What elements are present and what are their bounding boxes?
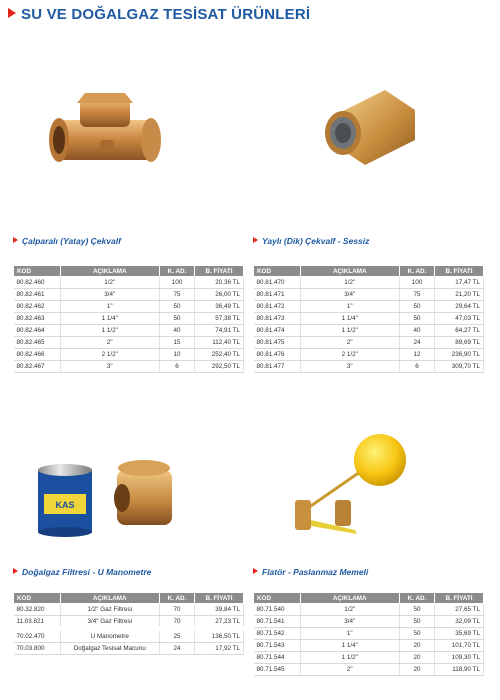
- table-cell-price: 236,90 TL: [435, 349, 484, 361]
- table-cell-qty: 50: [400, 604, 435, 616]
- table-cell-code: 80.82.460: [14, 277, 61, 289]
- table-row: [14, 604, 244, 616]
- table-cell-price: 252,40 TL: [195, 349, 244, 361]
- table-cell-qty: 70: [160, 604, 195, 616]
- table-cell-code: 80.81.472: [254, 301, 301, 313]
- table-cell-price: 39,84 TL: [195, 604, 244, 616]
- table-cell-desc: 1 1/2": [300, 652, 400, 664]
- table-cell-price: 35,69 TL: [435, 628, 484, 640]
- table-cell-price: 112,40 TL: [195, 337, 244, 349]
- section-title-text: Flatör - Paslanmaz Memeli: [262, 567, 369, 577]
- price-table: [253, 265, 484, 373]
- column-header: K. AD.: [400, 593, 435, 604]
- section-arrow-icon: [13, 568, 18, 574]
- section-title: [13, 236, 121, 246]
- table-cell-desc: 1/2": [300, 604, 400, 616]
- table-cell-desc: 1 1/2": [300, 325, 400, 337]
- table-row: [254, 313, 484, 325]
- table-row: [254, 604, 484, 616]
- table-cell-code: 70.02.470: [14, 629, 61, 643]
- table-cell-desc: 1/2": [60, 277, 160, 289]
- section-title: [253, 236, 369, 246]
- table-cell-price: 17,47 TL: [435, 277, 484, 289]
- table-cell-code: 80.71.544: [254, 652, 301, 664]
- table-cell-price: 26,00 TL: [195, 289, 244, 301]
- table-cell-code: 80.82.463: [14, 313, 61, 325]
- table-cell-code: 80.81.475: [254, 337, 301, 349]
- price-table: [253, 592, 484, 676]
- table-cell-desc: 2 1/2": [60, 349, 160, 361]
- table-cell-code: 80.71.542: [254, 628, 301, 640]
- table-cell-price: 27,65 TL: [435, 604, 484, 616]
- table-cell-code: 80.71.540: [254, 604, 301, 616]
- table-cell-desc: 2": [300, 337, 400, 349]
- column-header: AÇIKLAMA: [300, 593, 400, 604]
- table-cell-qty: 50: [400, 628, 435, 640]
- table-cell-code: 80.82.462: [14, 301, 61, 313]
- table-row: [14, 313, 244, 325]
- table-header: [254, 266, 484, 277]
- section-arrow-icon: [253, 237, 258, 243]
- table-cell-code: 80.82.464: [14, 325, 61, 337]
- table-header: [14, 593, 244, 604]
- table-cell-price: 17,92 TL: [195, 643, 244, 655]
- table-row: [254, 361, 484, 373]
- table-cell-desc: 3": [300, 361, 400, 373]
- table-cell-qty: 75: [400, 289, 435, 301]
- table-cell-qty: 20: [400, 640, 435, 652]
- table-cell-qty: 20: [400, 652, 435, 664]
- table-cell-code: 70.03.800: [14, 643, 61, 655]
- column-header: KOD: [254, 266, 301, 277]
- table-row: [14, 629, 244, 643]
- title-arrow-icon: [8, 8, 16, 18]
- section-arrow-icon: [253, 568, 258, 574]
- price-table: [13, 592, 244, 655]
- table-cell-qty: 24: [160, 643, 195, 655]
- column-header: K. AD.: [160, 266, 195, 277]
- table-cell-price: 118,90 TL: [435, 664, 484, 676]
- column-header: AÇIKLAMA: [300, 266, 400, 277]
- table-row: [14, 337, 244, 349]
- table-row: [254, 628, 484, 640]
- table-cell-qty: 6: [400, 361, 435, 373]
- table-cell-price: 32,09 TL: [435, 616, 484, 628]
- section-title-text: Doğalgaz Filtresi - U Manometre: [22, 567, 152, 577]
- page-title: [8, 6, 310, 23]
- table-cell-desc: 1/2": [300, 277, 400, 289]
- table-cell-desc: 1 1/4": [60, 313, 160, 325]
- svg-text:KAS: KAS: [55, 500, 75, 510]
- table-cell-qty: 50: [160, 313, 195, 325]
- table-cell-desc: 1": [300, 301, 400, 313]
- table-row: [254, 301, 484, 313]
- table-row: [14, 289, 244, 301]
- table-cell-price: 89,69 TL: [435, 337, 484, 349]
- table-cell-price: 47,03 TL: [435, 313, 484, 325]
- table-cell-desc: 2 1/2": [300, 349, 400, 361]
- table-row: [14, 616, 244, 630]
- table-cell-price: 109,30 TL: [435, 652, 484, 664]
- table-cell-qty: 20: [400, 664, 435, 676]
- column-header: AÇIKLAMA: [60, 266, 160, 277]
- table-cell-code: 80.32.820: [14, 604, 61, 616]
- table-row: [254, 640, 484, 652]
- table-cell-code: 11.03.821: [14, 616, 61, 630]
- table-row: [14, 277, 244, 289]
- table-cell-qty: 12: [400, 349, 435, 361]
- table-cell-code: 80.81.471: [254, 289, 301, 301]
- table-row: [14, 361, 244, 373]
- table-cell-code: 80.71.541: [254, 616, 301, 628]
- table-cell-desc: 1 1/4": [300, 313, 400, 325]
- table-cell-code: 80.82.465: [14, 337, 61, 349]
- table-header: [14, 266, 244, 277]
- table-cell-price: 27,23 TL: [195, 616, 244, 630]
- table-cell-code: 80.81.473: [254, 313, 301, 325]
- table-cell-price: 29,64 TL: [435, 301, 484, 313]
- column-header: KOD: [254, 593, 301, 604]
- table-row: [14, 325, 244, 337]
- gas-filter-and-sealant-image: [32, 450, 182, 540]
- table-cell-qty: 50: [400, 616, 435, 628]
- table-cell-price: 36,49 TL: [195, 301, 244, 313]
- table-cell-desc: 1/2" Gaz Filtresi: [60, 604, 160, 616]
- table-header: [254, 593, 484, 604]
- table-cell-code: 80.81.470: [254, 277, 301, 289]
- table-cell-code: 80.71.543: [254, 640, 301, 652]
- table-cell-code: 80.71.545: [254, 664, 301, 676]
- table-cell-desc: 1": [300, 628, 400, 640]
- table-row: [14, 301, 244, 313]
- table-cell-desc: 1 1/2": [60, 325, 160, 337]
- table-cell-price: 20.36 TL: [195, 277, 244, 289]
- column-header: KOD: [14, 266, 61, 277]
- table-cell-price: 309,70 TL: [435, 361, 484, 373]
- table-cell-desc: 3/4": [300, 289, 400, 301]
- column-header: AÇIKLAMA: [60, 593, 160, 604]
- table-cell-qty: 25: [160, 629, 195, 643]
- table-cell-qty: 10: [160, 349, 195, 361]
- table-row: [254, 664, 484, 676]
- table-cell-qty: 100: [400, 277, 435, 289]
- table-cell-price: 64,27 TL: [435, 325, 484, 337]
- table-cell-price: 292,50 TL: [195, 361, 244, 373]
- table-cell-qty: 70: [160, 616, 195, 630]
- page-title-text: SU VE DOĞALGAZ TESİSAT ÜRÜNLERİ: [21, 6, 311, 23]
- table-cell-qty: 100: [160, 277, 195, 289]
- spring-check-valve-image: [315, 85, 425, 170]
- table-cell-desc: 1": [60, 301, 160, 313]
- section-title: [13, 567, 151, 577]
- table-row: [254, 325, 484, 337]
- column-header: B. FİYATI: [435, 266, 484, 277]
- section-title: [253, 567, 368, 577]
- table-row: [254, 349, 484, 361]
- table-cell-desc: U Manometre: [60, 629, 160, 643]
- table-cell-qty: 40: [160, 325, 195, 337]
- table-cell-code: 80.82.461: [14, 289, 61, 301]
- table-row: [14, 349, 244, 361]
- table-row: [14, 643, 244, 655]
- table-cell-code: 80.81.474: [254, 325, 301, 337]
- price-table: [13, 265, 244, 373]
- table-row: [254, 652, 484, 664]
- table-cell-desc: 3/4": [300, 616, 400, 628]
- table-cell-desc: 3/4" Gaz Filtresi: [60, 616, 160, 630]
- section-title-text: Çalparalı (Yatay) Çekvalf: [22, 236, 121, 246]
- table-cell-price: 101,70 TL: [435, 640, 484, 652]
- table-cell-qty: 50: [160, 301, 195, 313]
- column-header: KOD: [14, 593, 61, 604]
- table-cell-qty: 75: [160, 289, 195, 301]
- float-valve-image: [285, 430, 415, 540]
- table-cell-qty: 15: [160, 337, 195, 349]
- table-cell-qty: 50: [400, 301, 435, 313]
- table-cell-qty: 50: [400, 313, 435, 325]
- section-arrow-icon: [13, 237, 18, 243]
- table-cell-code: 80.82.466: [14, 349, 61, 361]
- table-row: [254, 289, 484, 301]
- table-cell-price: 136,50 TL: [195, 629, 244, 643]
- table-cell-code: 80.81.477: [254, 361, 301, 373]
- table-cell-desc: 3": [60, 361, 160, 373]
- table-cell-price: 74,91 TL: [195, 325, 244, 337]
- table-row: [254, 616, 484, 628]
- table-row: [254, 277, 484, 289]
- table-cell-qty: 6: [160, 361, 195, 373]
- table-cell-desc: 2": [300, 664, 400, 676]
- column-header: B. FİYATI: [435, 593, 484, 604]
- table-cell-price: 21,20 TL: [435, 289, 484, 301]
- table-cell-price: 57,38 TL: [195, 313, 244, 325]
- table-cell-qty: 40: [400, 325, 435, 337]
- table-cell-desc: 2": [60, 337, 160, 349]
- column-header: K. AD.: [160, 593, 195, 604]
- table-cell-desc: Doğalgaz Tesisat Macunu: [60, 643, 160, 655]
- column-header: K. AD.: [400, 266, 435, 277]
- table-cell-code: 80.82.467: [14, 361, 61, 373]
- column-header: B. FİYATI: [195, 266, 244, 277]
- table-cell-desc: 3/4": [60, 289, 160, 301]
- column-header: B. FİYATI: [195, 593, 244, 604]
- section-title-text: Yaylı (Dik) Çekvalf - Sessiz: [262, 236, 370, 246]
- table-cell-desc: 1 1/4": [300, 640, 400, 652]
- table-row: [254, 337, 484, 349]
- table-cell-code: 80.81.476: [254, 349, 301, 361]
- swing-check-valve-image: [45, 85, 165, 180]
- table-cell-qty: 24: [400, 337, 435, 349]
